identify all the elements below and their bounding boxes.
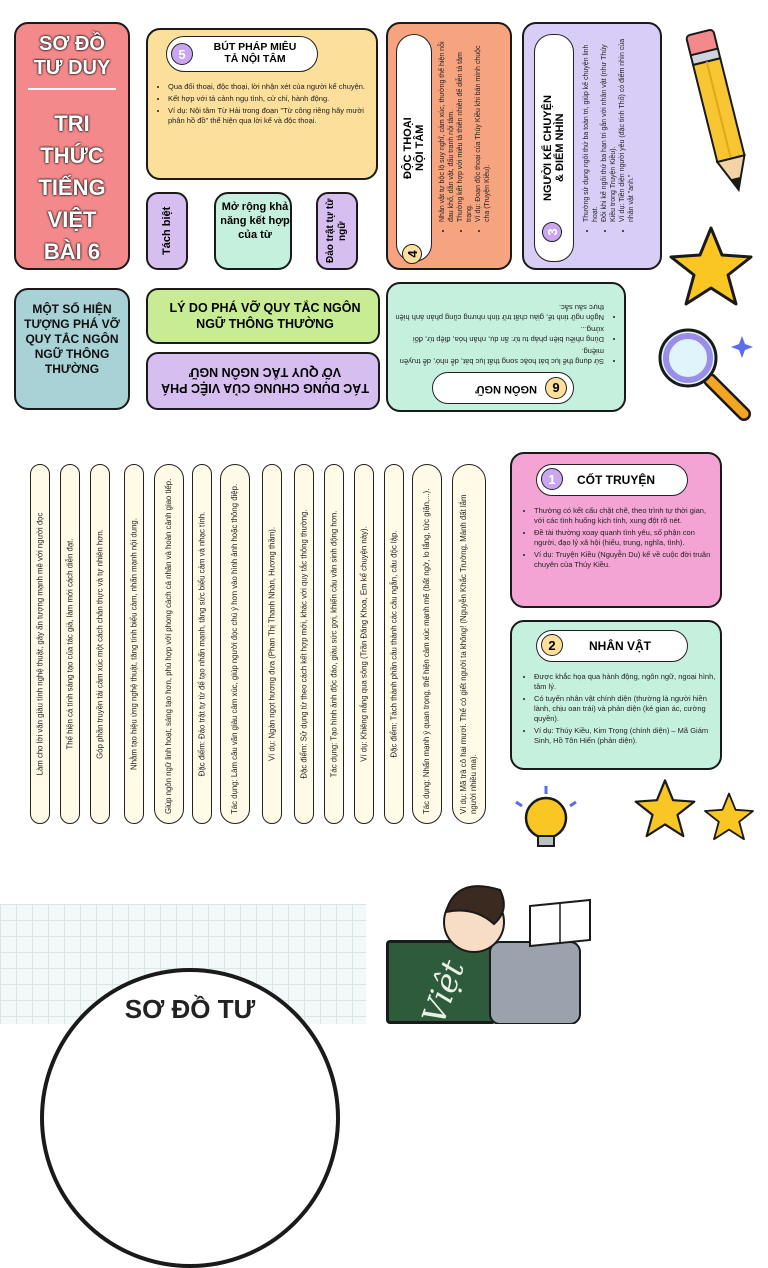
ngon-ngu-header xyxy=(432,372,574,404)
pill-item-3: Góp phần truyền tải cảm xúc một cách chân thực và tự nhiên hơn. xyxy=(90,464,110,824)
list-item: • Thường sử dụng ngôi thứ ba toàn tri, giúp kể chuyện linh hoạt. xyxy=(582,38,600,222)
doc-thoai-header xyxy=(396,34,432,262)
tac-dung-label: TÁC DỤNG CHUNG CỦA VIỆC PHÁ VỠ QUY TẮC NGÔN NGỮ xyxy=(161,365,369,395)
number-6-badge: 6 xyxy=(545,377,567,399)
nhan-vat-header xyxy=(536,630,688,662)
pill-item-14: Ví dụ: Mã trà cô hai mươi. Thế có giết người ta không! (Nguyễn Khắc Trường, Mảnh đất lắm người nhiều ma). xyxy=(452,464,486,824)
pencil-icon xyxy=(680,20,760,210)
list-item: • Ví dụ: Đoạn độc thoại của Thúy Kiều khi bán mình chuộc cha (Truyện Kiều). xyxy=(474,38,492,222)
title-line-1: SƠ ĐỒ TƯ DUY xyxy=(33,33,111,79)
nhan-vat-card xyxy=(510,620,722,770)
pill-item-7: Tác dụng: Làm câu văn giàu cảm xúc, giúp người đọc chú ý hơn vào hình ảnh hoặc thông điệp. xyxy=(220,464,250,824)
pill-item-5: Giúp ngôn ngữ linh hoạt, sáng tạo hơn, phù hợp với phong cách cá nhân và hoàn cảnh giao tiếp. xyxy=(154,464,184,824)
ly-do-label: LÝ DO PHÁ VỠ QUY TẮC NGÔN NGỮ THÔNG THƯỜNG xyxy=(169,301,361,331)
dao-trat-pill xyxy=(316,192,358,270)
nguoi-ke-title: NGƯỜI KỂ CHUYỆN & ĐIỂM NHÌN xyxy=(542,95,566,201)
mo-rong-pill xyxy=(214,192,292,270)
cot-truyen-card xyxy=(510,452,722,608)
doc-thoai-card xyxy=(386,22,512,270)
cot-truyen-list xyxy=(524,506,716,572)
pill-item-4: Nhằm tạo hiệu ứng nghệ thuật, tăng tính biểu cảm, nhấn mạnh nội dung. xyxy=(124,464,144,824)
dao-trat-label: Đảo trật tự từ ngữ xyxy=(325,198,348,264)
mot-so-box xyxy=(14,288,130,410)
but-phap-title: BÚT PHÁP MIÊU TẢ NỘI TÂM xyxy=(213,41,297,65)
list-item: • Thường có kết cấu chặt chẽ, theo trình tự thời gian, với các tình huống kịch tính, xung đột rõ nét. xyxy=(534,506,716,526)
pill-item-9: Đặc điểm: Sử dụng từ theo cách kết hợp mới, khác với quy tắc thông thường. xyxy=(294,464,314,824)
tach-biet-pill xyxy=(146,192,188,270)
nguoi-ke-card xyxy=(522,22,662,270)
doc-thoai-list xyxy=(438,36,504,262)
chalkboard-text: Việt xyxy=(414,955,473,1029)
list-item: • Đôi khi kể ngôi thứ ba hạn tri gắn với nhân vật (như Thúy Kiều trong Truyện Kiều). xyxy=(600,38,618,222)
magnifier-icon xyxy=(648,318,758,428)
mot-so-label: MỘT SỐ HIỆN TƯỢNG PHÁ VỠ QUY TẮC NGÔN NGỮ THÔNG THƯỜNG xyxy=(24,302,120,376)
but-phap-list xyxy=(158,82,368,128)
doc-thoai-title: ĐỘC THOẠI NỘI TÂM xyxy=(402,117,426,179)
list-item: • Sử dụng thể lục bát hoặc song thất lục bát, dễ nhớ, dễ truyền miệng. xyxy=(394,346,604,366)
list-item: • Dùng nhiều biện pháp tu từ: ẩn dụ, nhân hóa, điệp từ, đối xứng... xyxy=(394,324,604,344)
tach-biet-label: Tách biệt xyxy=(161,206,173,256)
ly-do-box xyxy=(146,288,380,344)
list-item: • Kết hợp với tả cảnh ngụ tình, cử chỉ, hành động. xyxy=(168,94,368,104)
list-item: • Có tuyến nhân vật chính diện (thường là người hiền lành, chịu oan trái) và phản diện (kẻ gian ác, cường quyền). xyxy=(534,694,716,724)
list-item: • Đề tài thường xoay quanh tình yêu, số phận con người, đạo lý xã hội (hiếu, trung, nghĩa, tình). xyxy=(534,528,716,548)
star-icon xyxy=(666,222,756,312)
number-2-badge: 2 xyxy=(541,634,563,656)
pill-item-1: Làm cho lời văn giàu tính nghệ thuật, gây ấn tượng mạnh mẽ với người đọc xyxy=(30,464,50,824)
star-icon xyxy=(702,790,756,844)
cot-truyen-header xyxy=(536,464,688,496)
but-phap-header xyxy=(166,36,318,72)
list-item: • Nhân vật tự bộc lộ suy nghĩ, cảm xúc, thường thể hiện nỗi đau khổ, dằn vặt, đấu tranh nội tâm. xyxy=(438,38,456,222)
title-box xyxy=(14,22,130,270)
but-phap-card xyxy=(146,28,378,180)
ngon-ngu-card xyxy=(386,282,626,412)
lightbulb-icon xyxy=(506,782,586,862)
star-icon xyxy=(632,776,698,842)
number-3-badge: 3 xyxy=(542,222,562,242)
list-item: • Ví dụ: Tiền diện người yêu (đặc tính Thổ) có điểm nhìn của nhân vật "anh." xyxy=(618,38,636,222)
bottom-title: SƠ ĐỒ TƯ xyxy=(124,994,256,1024)
list-item: • Ví dụ: Truyện Kiều (Nguyễn Du) kể về cuộc đời truân chuyên của Thúy Kiều. xyxy=(534,550,716,570)
number-4-badge: 4 xyxy=(402,244,422,264)
list-item: • Ví dụ: Nội tâm Từ Hải trong đoạn "Từ công riêng hãy mười phân hồ đồ" thể hiện qua lời kể và độc thoại. xyxy=(168,106,368,126)
mo-rong-label: Mở rộng khả năng kết hợp của từ xyxy=(220,201,290,241)
teacher-illustration xyxy=(410,872,620,1024)
tac-dung-box xyxy=(146,352,380,410)
pill-item-12: Đặc điểm: Tách thành phần câu thành các câu ngắn, câu độc lập. xyxy=(384,464,404,824)
pill-item-10: Tác dụng: Tạo hình ảnh độc đáo, giàu sức gợi, khiến câu văn sinh động hơn. xyxy=(324,464,344,824)
pill-item-6: Đặc điểm: Đảo trật tự từ để tạo nhấn mạnh, tăng sức biểu cảm và nhạc tính. xyxy=(192,464,212,824)
cot-truyen-title: CỐT TRUYỆN xyxy=(577,473,655,487)
pill-item-11: Ví dụ: Khiêng nắng qua sông (Trần Đăng Khoa, Em kể chuyện này). xyxy=(354,464,374,824)
ngon-ngu-list xyxy=(394,300,614,366)
pill-item-2: Thể hiện cá tính sáng tạo của tác giả, làm mới cách diễn đạt. xyxy=(60,464,80,824)
nhan-vat-title: NHÂN VẬT xyxy=(589,639,651,653)
list-item: • Ngôn ngữ tinh tế, giàu chất trữ tình nhưng cũng phản ánh hiện thực sâu sắc. xyxy=(394,302,604,322)
number-5-badge: 5 xyxy=(171,43,193,65)
number-1-badge: 1 xyxy=(541,468,563,490)
title-divider xyxy=(28,88,116,90)
list-item: • Thường kết hợp với miêu tả thiên nhiên để diễn tả tâm trạng. xyxy=(456,38,474,222)
title-line-2: TRI THỨC TIẾNG VIỆT BÀI 6 xyxy=(38,111,106,264)
ngon-ngu-title: NGÔN NGỮ xyxy=(475,383,537,395)
list-item: • Được khắc họa qua hành động, ngôn ngữ, ngoại hình, tâm lý. xyxy=(534,672,716,692)
list-item: • Ví dụ: Thúy Kiều, Kim Trọng (chính diện) – Mã Giám Sinh, Hồ Tôn Hiến (phản diện). xyxy=(534,726,716,746)
nhan-vat-list xyxy=(524,672,716,748)
pill-item-13: Tác dụng: Nhấn mạnh ý quan trọng, thể hiện cảm xúc mạnh mẽ (bất ngờ, lo lắng, tức giận,...). xyxy=(412,464,442,824)
nguoi-ke-list xyxy=(582,36,656,262)
pill-item-8: Ví dụ: Ngàn ngọt hương đưa (Phan Thị Thanh Nhàn, Hương thầm). xyxy=(262,464,282,824)
list-item: • Qua đối thoại, độc thoại, lời nhận xét của người kể chuyện. xyxy=(168,82,368,92)
